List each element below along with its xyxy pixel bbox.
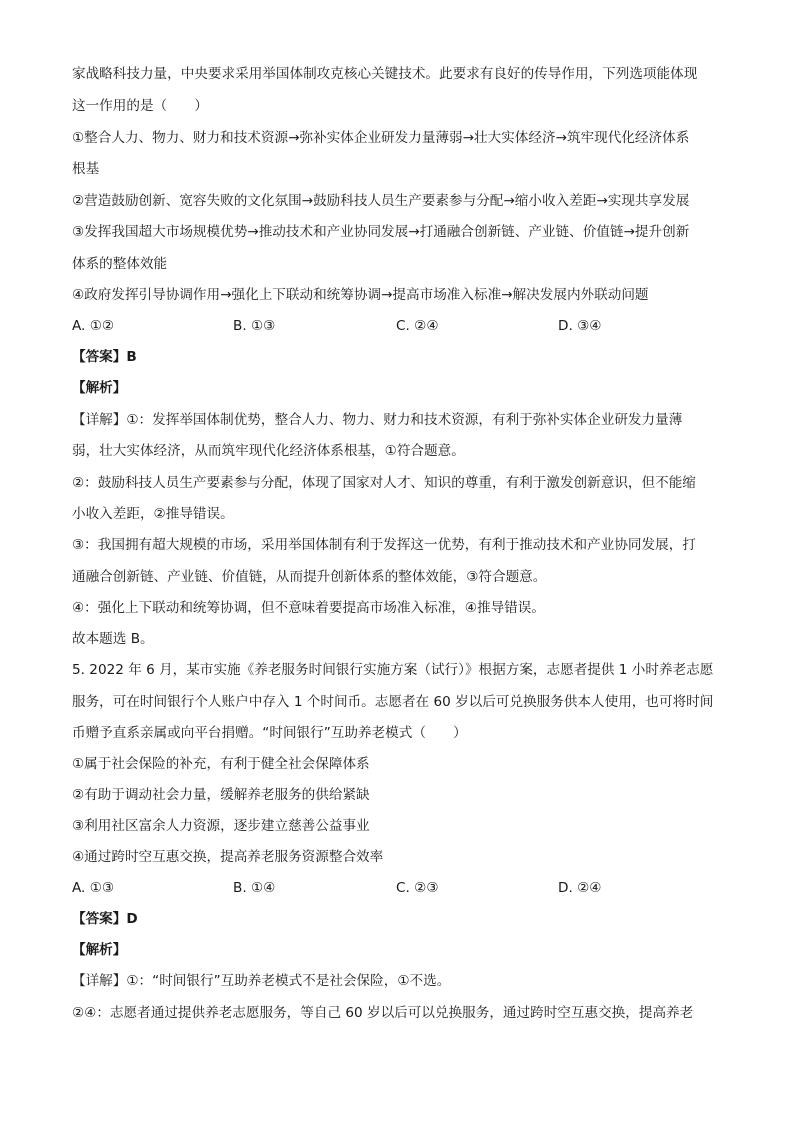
q4-option-d: D. ③④ — [558, 318, 602, 334]
q5-analysis-label: 【解析】 — [72, 942, 127, 958]
q5-item-1: ①属于社会保险的补充，有利于健全社会保障体系 — [72, 756, 370, 772]
q5-option-b: B. ①④ — [233, 880, 276, 896]
q5-answer: 【答案】D — [72, 911, 138, 927]
q5-detail-line-1: 【详解】①：“时间银行”互助养老模式不是社会保险，①不选。 — [72, 973, 451, 989]
q4-item-3-line-1: ③发挥我国超大市场规模优势→推动技术和产业协同发展→打通融合创新链、产业链、价值链→提升创新 — [72, 224, 690, 240]
q5-item-3: ③利用社区富余人力资源，逐步建立慈善公益事业 — [72, 818, 370, 834]
q5-item-2: ②有助于调动社会力量，缓解养老服务的供给紧缺 — [72, 787, 370, 803]
q5-option-a: A. ①③ — [72, 880, 115, 896]
q5-stem-line-3: 币赠予直系亲属或向平台捐赠。“时间银行”互助养老模式（ ） — [72, 725, 467, 741]
q5-stem-line-2: 服务，可在时间银行个人账户中存入 1 个时间币。志愿者在 60 岁以后可兑换服务供本人使用，也可将时间 — [72, 694, 714, 710]
q4-item-2: ②营造鼓励创新、宽容失败的文化氛围→鼓励科技人员生产要素参与分配→缩小收入差距→实现共享发展 — [72, 193, 690, 209]
q4-item-4: ④政府发挥引导协调作用→强化上下联动和统筹协调→提高市场准入标准→解决发展内外联动问题 — [72, 287, 649, 303]
q5-stem-line-1: 5. 2022 年 6 月，某市实施《养老服务时间银行实施方案（试行）》根据方案，志愿者提供 1 小时养老志愿 — [72, 662, 714, 678]
q4-detail-line-3: ②：鼓励科技人员生产要素参与分配，体现了国家对人才、知识的尊重，有利于激发创新意识，但不能缩 — [72, 475, 696, 491]
q5-detail-line-2: ②④：志愿者通过提供养老志愿服务，等自己 60 岁以后可以兑换服务，通过跨时空互惠交换，提高养老 — [72, 1005, 694, 1021]
q4-item-1-line-2: 根基 — [72, 161, 100, 177]
q4-detail-line-2: 弱，壮大实体经济，从而筑牢现代化经济体系根基，①符合题意。 — [72, 443, 465, 459]
q4-item-1-line-1: ①整合人力、物力、财力和技术资源→弥补实体企业研发力量薄弱→壮大实体经济→筑牢现代化经济体系 — [72, 130, 690, 146]
q5-item-4: ④通过跨时空互惠交换，提高养老服务资源整合效率 — [72, 849, 384, 865]
q4-detail-line-5: ③：我国拥有超大规模的市场，采用举国体制有利于发挥这一优势，有利于推动技术和产业协同发展，打 — [72, 537, 696, 553]
q4-detail-line-7: ④：强化上下联动和统筹协调，但不意味着要提高市场准入标准，④推导错误。 — [72, 600, 545, 616]
q5-option-d: D. ②④ — [558, 880, 602, 896]
q4-analysis-label: 【解析】 — [72, 380, 127, 396]
q4-conclusion: 故本题选 B。 — [72, 631, 154, 647]
q4-option-c: C. ②④ — [396, 318, 439, 334]
q4-option-a: A. ①② — [72, 318, 115, 334]
q4-answer: 【答案】B — [72, 349, 137, 365]
q4-detail-line-4: 小收入差距，②推导错误。 — [72, 506, 234, 522]
q4-stem-line-2: 这一作用的是（ ） — [72, 98, 208, 114]
q4-item-3-line-2: 体系的整体效能 — [72, 256, 168, 272]
q5-option-c: C. ②③ — [396, 880, 439, 896]
q4-option-b: B. ①③ — [233, 318, 276, 334]
q4-detail-line-6: 通融合创新链、产业链、价值链，从而提升创新体系的整体效能，③符合题意。 — [72, 569, 547, 585]
q4-stem-line-1: 家战略科技力量，中央要求采用举国体制攻克核心关键技术。此要求有良好的传导作用，下列选项能体现 — [72, 66, 698, 82]
q4-detail-line-1: 【详解】①：发挥举国体制优势，整合人力、物力、财力和技术资源，有利于弥补实体企业研发力量薄 — [72, 412, 683, 428]
